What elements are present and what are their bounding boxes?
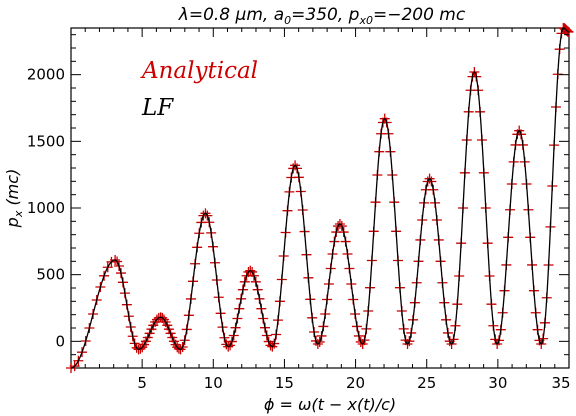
y-tick-label: 500: [36, 265, 65, 284]
x-axis-label: ϕ = ω(t − x(t)/c): [263, 395, 397, 414]
x-tick-label: 25: [417, 374, 437, 392]
y-tick-label: 1000: [26, 199, 65, 217]
x-tick-label: 35: [551, 374, 571, 392]
x-tick-label: 10: [203, 374, 223, 392]
y-tick-label: 2000: [26, 65, 65, 84]
y-tick-label: 1500: [26, 132, 65, 151]
x-tick-label: 15: [274, 374, 294, 392]
legend-lf: LF: [142, 95, 174, 121]
chart-title: λ=0.8 μm, $a_0=350$, $p_{x0}=-200$ mc: [178, 5, 466, 27]
y-axis-label: $p_x$ (mc): [3, 168, 25, 228]
y-tick-label: 0: [55, 332, 65, 351]
x-tick-label: 20: [346, 374, 366, 392]
x-tick-label: 5: [137, 374, 147, 392]
legend-analytical: Analytical: [142, 58, 259, 84]
y-axis-ticks: [27, 35, 569, 355]
x-tick-label: 30: [488, 374, 508, 392]
